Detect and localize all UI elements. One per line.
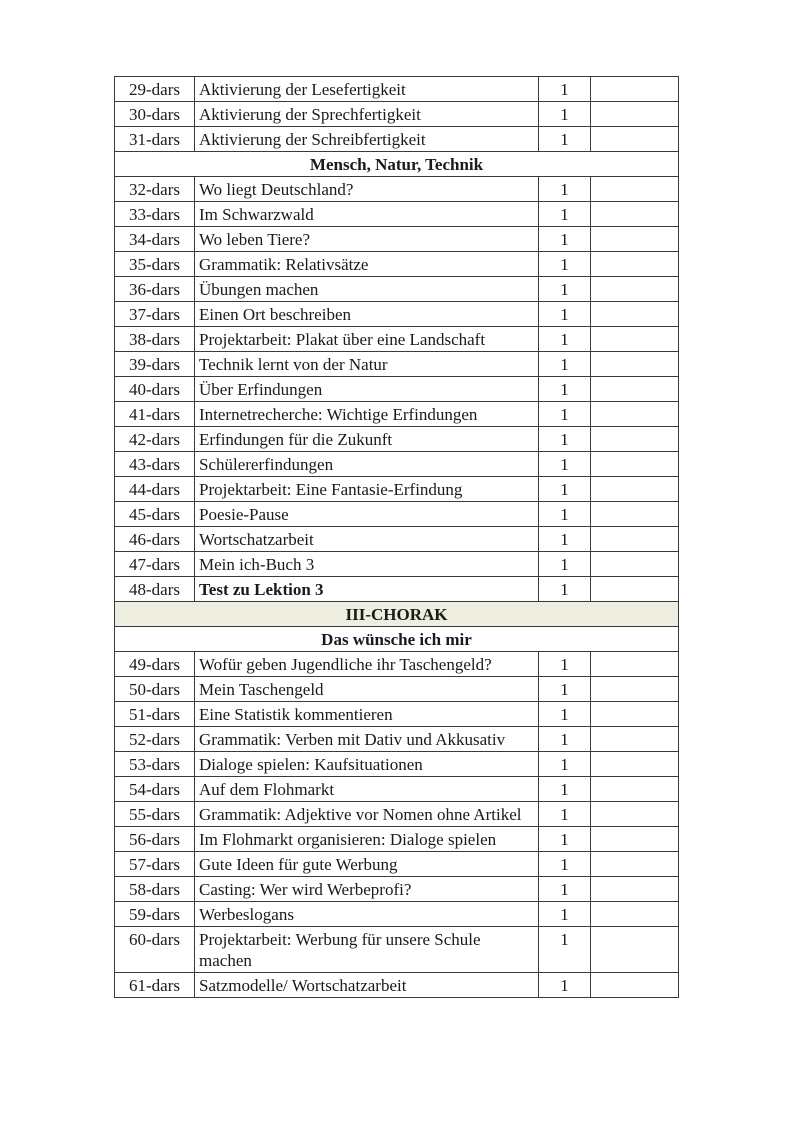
lesson-topic: Satzmodelle/ Wortschatzarbeit [195, 973, 539, 998]
blank-cell [591, 677, 679, 702]
table-row [115, 973, 679, 998]
lesson-topic: Einen Ort beschreiben [195, 302, 539, 327]
lesson-hours: 1 [539, 427, 591, 452]
lesson-hours: 1 [539, 802, 591, 827]
lesson-plan-body [115, 77, 679, 998]
lesson-topic: Poesie-Pause [195, 502, 539, 527]
table-row [115, 327, 679, 352]
lesson-number: 36-dars [115, 277, 195, 302]
lesson-number: 41-dars [115, 402, 195, 427]
table-row [115, 102, 679, 127]
lesson-number: 46-dars [115, 527, 195, 552]
table-row [115, 652, 679, 677]
lesson-number: 38-dars [115, 327, 195, 352]
blank-cell [591, 427, 679, 452]
table-row [115, 727, 679, 752]
table-row [115, 377, 679, 402]
table-row [115, 477, 679, 502]
blank-cell [591, 377, 679, 402]
table-row [115, 277, 679, 302]
table-row [115, 702, 679, 727]
lesson-topic: Eine Statistik kommentieren [195, 702, 539, 727]
table-row [115, 227, 679, 252]
blank-cell [591, 652, 679, 677]
lesson-hours: 1 [539, 477, 591, 502]
blank-cell [591, 827, 679, 852]
blank-cell [591, 577, 679, 602]
lesson-hours: 1 [539, 902, 591, 927]
lesson-number: 33-dars [115, 202, 195, 227]
lesson-hours: 1 [539, 252, 591, 277]
lesson-topic: Im Flohmarkt organisieren: Dialoge spielen [195, 827, 539, 852]
section-title: Mensch, Natur, Technik [115, 152, 679, 177]
lesson-topic: Wo liegt Deutschland? [195, 177, 539, 202]
document-page [114, 76, 678, 998]
lesson-hours: 1 [539, 352, 591, 377]
lesson-hours: 1 [539, 677, 591, 702]
lesson-topic: Mein ich-Buch 3 [195, 552, 539, 577]
lesson-number: 32-dars [115, 177, 195, 202]
lesson-hours: 1 [539, 827, 591, 852]
lesson-topic: Test zu Lektion 3 [195, 577, 539, 602]
blank-cell [591, 777, 679, 802]
lesson-hours: 1 [539, 577, 591, 602]
blank-cell [591, 402, 679, 427]
lesson-number: 54-dars [115, 777, 195, 802]
table-row [115, 927, 679, 973]
lesson-topic: Projektarbeit: Werbung für unsere Schule machen [195, 927, 539, 973]
lesson-hours: 1 [539, 777, 591, 802]
lesson-hours: 1 [539, 702, 591, 727]
lesson-topic: Projektarbeit: Eine Fantasie-Erfindung [195, 477, 539, 502]
blank-cell [591, 177, 679, 202]
blank-cell [591, 252, 679, 277]
lesson-topic: Wofür geben Jugendliche ihr Taschengeld? [195, 652, 539, 677]
blank-cell [591, 202, 679, 227]
table-row [115, 877, 679, 902]
blank-cell [591, 302, 679, 327]
lesson-number: 58-dars [115, 877, 195, 902]
lesson-topic: Im Schwarzwald [195, 202, 539, 227]
lesson-number: 39-dars [115, 352, 195, 377]
quarter-title: III-CHORAK [115, 602, 679, 627]
lesson-topic: Casting: Wer wird Werbeprofi? [195, 877, 539, 902]
blank-cell [591, 927, 679, 973]
blank-cell [591, 702, 679, 727]
table-row [115, 352, 679, 377]
lesson-number: 47-dars [115, 552, 195, 577]
blank-cell [591, 552, 679, 577]
table-row [115, 177, 679, 202]
lesson-number: 49-dars [115, 652, 195, 677]
lesson-topic: Schülererfindungen [195, 452, 539, 477]
lesson-number: 55-dars [115, 802, 195, 827]
lesson-hours: 1 [539, 877, 591, 902]
lesson-topic: Wortschatzarbeit [195, 527, 539, 552]
table-row [115, 577, 679, 602]
lesson-number: 40-dars [115, 377, 195, 402]
lesson-topic: Technik lernt von der Natur [195, 352, 539, 377]
lesson-number: 37-dars [115, 302, 195, 327]
table-row [115, 527, 679, 552]
blank-cell [591, 802, 679, 827]
lesson-topic: Erfindungen für die Zukunft [195, 427, 539, 452]
lesson-hours: 1 [539, 377, 591, 402]
lesson-topic: Aktivierung der Schreibfertigkeit [195, 127, 539, 152]
lesson-number: 30-dars [115, 102, 195, 127]
blank-cell [591, 902, 679, 927]
lesson-number: 48-dars [115, 577, 195, 602]
lesson-hours: 1 [539, 502, 591, 527]
table-row [115, 127, 679, 152]
lesson-hours: 1 [539, 77, 591, 102]
table-row [115, 427, 679, 452]
section-title: Das wünsche ich mir [115, 627, 679, 652]
blank-cell [591, 277, 679, 302]
table-row [115, 552, 679, 577]
blank-cell [591, 852, 679, 877]
blank-cell [591, 727, 679, 752]
lesson-hours: 1 [539, 452, 591, 477]
table-row [115, 302, 679, 327]
lesson-topic: Grammatik: Relativsätze [195, 252, 539, 277]
table-row [115, 677, 679, 702]
lesson-topic: Werbeslogans [195, 902, 539, 927]
blank-cell [591, 227, 679, 252]
section-header-row [115, 152, 679, 177]
lesson-hours: 1 [539, 752, 591, 777]
blank-cell [591, 452, 679, 477]
lesson-hours: 1 [539, 727, 591, 752]
lesson-topic: Grammatik: Verben mit Dativ und Akkusativ [195, 727, 539, 752]
lesson-topic: Internetrecherche: Wichtige Erfindungen [195, 402, 539, 427]
lesson-hours: 1 [539, 202, 591, 227]
table-row [115, 452, 679, 477]
table-row [115, 502, 679, 527]
lesson-hours: 1 [539, 227, 591, 252]
lesson-hours: 1 [539, 402, 591, 427]
lesson-topic: Aktivierung der Sprechfertigkeit [195, 102, 539, 127]
lesson-hours: 1 [539, 973, 591, 998]
lesson-number: 34-dars [115, 227, 195, 252]
table-row [115, 777, 679, 802]
blank-cell [591, 102, 679, 127]
lesson-number: 50-dars [115, 677, 195, 702]
lesson-number: 43-dars [115, 452, 195, 477]
lesson-number: 61-dars [115, 973, 195, 998]
lesson-number: 45-dars [115, 502, 195, 527]
blank-cell [591, 973, 679, 998]
lesson-hours: 1 [539, 652, 591, 677]
lesson-number: 44-dars [115, 477, 195, 502]
lesson-number: 60-dars [115, 927, 195, 973]
section-header-row [115, 627, 679, 652]
table-row [115, 752, 679, 777]
blank-cell [591, 352, 679, 377]
lesson-hours: 1 [539, 852, 591, 877]
lesson-topic: Projektarbeit: Plakat über eine Landschaft [195, 327, 539, 352]
table-row [115, 827, 679, 852]
lesson-hours: 1 [539, 302, 591, 327]
lesson-hours: 1 [539, 552, 591, 577]
lesson-number: 56-dars [115, 827, 195, 852]
blank-cell [591, 502, 679, 527]
blank-cell [591, 877, 679, 902]
lesson-topic: Grammatik: Adjektive vor Nomen ohne Artikel [195, 802, 539, 827]
blank-cell [591, 527, 679, 552]
lesson-number: 52-dars [115, 727, 195, 752]
blank-cell [591, 477, 679, 502]
blank-cell [591, 327, 679, 352]
lesson-number: 51-dars [115, 702, 195, 727]
table-row [115, 802, 679, 827]
lesson-number: 53-dars [115, 752, 195, 777]
lesson-number: 31-dars [115, 127, 195, 152]
lesson-number: 59-dars [115, 902, 195, 927]
lesson-hours: 1 [539, 102, 591, 127]
table-row [115, 402, 679, 427]
lesson-topic: Aktivierung der Lesefertigkeit [195, 77, 539, 102]
lesson-hours: 1 [539, 177, 591, 202]
lesson-plan-table [114, 76, 679, 998]
lesson-topic: Auf dem Flohmarkt [195, 777, 539, 802]
lesson-topic: Dialoge spielen: Kaufsituationen [195, 752, 539, 777]
table-row [115, 252, 679, 277]
blank-cell [591, 752, 679, 777]
lesson-number: 57-dars [115, 852, 195, 877]
table-row [115, 902, 679, 927]
table-row [115, 77, 679, 102]
lesson-topic: Über Erfindungen [195, 377, 539, 402]
quarter-header-row [115, 602, 679, 627]
lesson-topic: Wo leben Tiere? [195, 227, 539, 252]
lesson-topic: Gute Ideen für gute Werbung [195, 852, 539, 877]
lesson-topic: Mein Taschengeld [195, 677, 539, 702]
lesson-hours: 1 [539, 927, 591, 973]
lesson-hours: 1 [539, 277, 591, 302]
lesson-number: 42-dars [115, 427, 195, 452]
blank-cell [591, 77, 679, 102]
lesson-hours: 1 [539, 527, 591, 552]
lesson-hours: 1 [539, 127, 591, 152]
table-row [115, 852, 679, 877]
lesson-hours: 1 [539, 327, 591, 352]
table-row [115, 202, 679, 227]
lesson-number: 35-dars [115, 252, 195, 277]
lesson-number: 29-dars [115, 77, 195, 102]
blank-cell [591, 127, 679, 152]
lesson-topic: Übungen machen [195, 277, 539, 302]
